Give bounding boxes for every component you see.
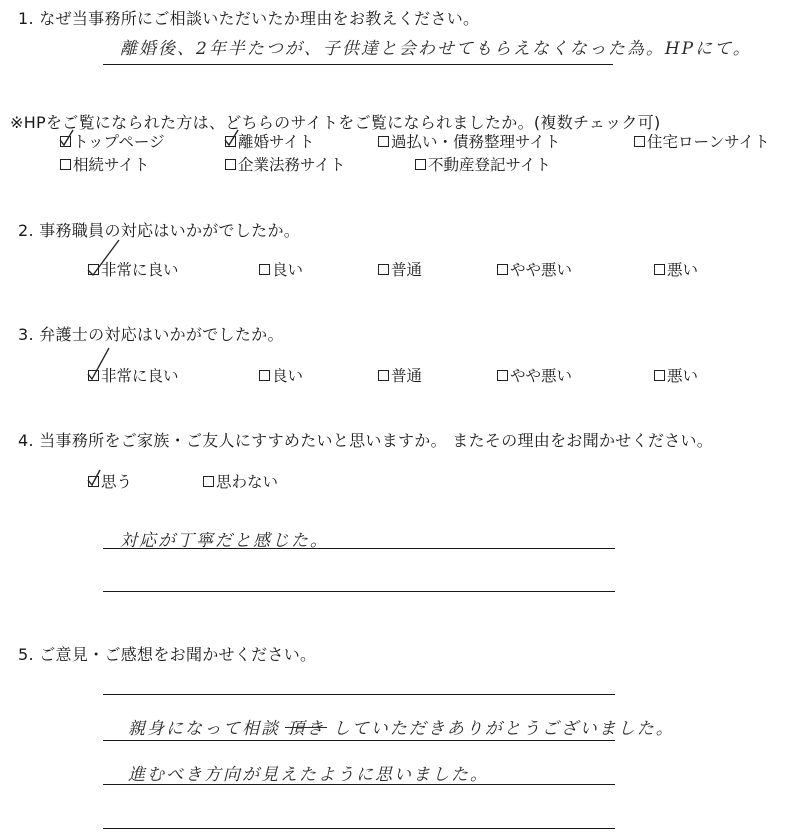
hp-option-label: 住宅ローンサイト <box>647 133 770 151</box>
q4-option-label: 思わない <box>216 473 279 491</box>
q2-option-good[interactable] <box>259 258 303 280</box>
q5-answer-line-1 <box>103 694 615 695</box>
q2-option-label: やや悪い <box>510 261 573 279</box>
q4-answer-line-2 <box>103 591 615 592</box>
hp-question: ※HPをご覧になられた方は、どちらのサイトをご覧になられましたか。(複数チェック可) <box>10 113 661 132</box>
checkbox-icon[interactable] <box>60 159 71 170</box>
q3-option-label: 非常に良い <box>101 367 179 385</box>
q3-option-average[interactable] <box>378 364 422 386</box>
q2-option-label: 良い <box>272 261 304 279</box>
hp-option-divorce-site[interactable] <box>225 130 314 152</box>
q2-option-label: 悪い <box>667 261 699 279</box>
hp-option-real-estate-site[interactable] <box>415 153 551 175</box>
checkbox-icon[interactable] <box>497 370 508 381</box>
checkbox-icon[interactable] <box>654 370 665 381</box>
hp-option-overpayment-site[interactable] <box>378 130 560 152</box>
q4-option-yes[interactable] <box>88 470 132 492</box>
q3-question: 3. 弁護士の対応はいかがでしたか。 <box>18 325 284 344</box>
checkbox-icon[interactable] <box>225 159 236 170</box>
checkbox-icon[interactable] <box>378 370 389 381</box>
q2-option-average[interactable] <box>378 258 422 280</box>
q4-answer: 対応が丁寧だと感じた。 <box>120 531 329 551</box>
q4-question: 4. 当事務所をご家族・ご友人にすすめたいと思いますか。 またその理由をお聞かせください。 <box>18 431 714 450</box>
hp-option-label: 不動産登記サイト <box>428 156 551 174</box>
q5-answer-line-3 <box>103 784 615 785</box>
q5-question: 5. ご意見・ご感想をお聞かせください。 <box>18 645 317 664</box>
q4-answer-line-1 <box>103 548 615 549</box>
q3-option-label: やや悪い <box>510 367 573 385</box>
checkbox-icon[interactable] <box>203 476 214 487</box>
checkbox-icon[interactable] <box>378 136 389 147</box>
checkbox-checked-icon[interactable] <box>88 476 99 487</box>
q5-answer-line-2 <box>103 740 615 741</box>
checkbox-checked-icon[interactable] <box>225 136 236 147</box>
checkbox-icon[interactable] <box>259 264 270 275</box>
q3-option-good[interactable] <box>259 364 303 386</box>
hp-option-inheritance-site[interactable] <box>60 153 149 175</box>
hp-option-housing-loan-site[interactable] <box>634 130 770 152</box>
q1-question: 1. なぜ当事務所にご相談いただいたか理由をお教えください。 <box>18 9 480 28</box>
q2-option-bad[interactable] <box>654 258 698 280</box>
checkbox-icon[interactable] <box>378 264 389 275</box>
hp-option-label: 離婚サイト <box>238 133 315 151</box>
q3-option-bad[interactable] <box>654 364 698 386</box>
q5-answer-part-b: していただきありがとうございました。 <box>332 719 675 739</box>
checkbox-checked-icon[interactable] <box>60 136 71 147</box>
q1-answer: 離婚後、2年半たつが、子供達と会わせてもらえなくなった為。HPにて。 <box>120 39 752 59</box>
q5-answer-row-1 <box>128 714 675 739</box>
q3-option-label: 良い <box>272 367 304 385</box>
q2-option-somewhat-bad[interactable] <box>497 258 572 280</box>
q2-option-very-good[interactable] <box>88 258 179 280</box>
checkbox-checked-icon[interactable] <box>88 370 99 381</box>
q3-option-very-good[interactable] <box>88 364 179 386</box>
checkbox-icon[interactable] <box>654 264 665 275</box>
q3-option-label: 普通 <box>391 367 423 385</box>
q5-answer-struck-text: 頂き <box>287 714 325 739</box>
q2-option-label: 非常に良い <box>101 261 179 279</box>
q5-answer-row-2: 進むべき方向が見えたように思いました。 <box>128 765 489 785</box>
q4-option-no[interactable] <box>203 470 278 492</box>
hp-option-label: トップページ <box>73 133 165 151</box>
q3-option-label: 悪い <box>667 367 699 385</box>
hp-option-label: 過払い・債務整理サイト <box>391 133 561 151</box>
q4-option-label: 思う <box>101 473 133 491</box>
q2-option-label: 普通 <box>391 261 423 279</box>
q1-answer-line <box>103 64 613 65</box>
q5-answer-part-a: 親身になって相談 <box>128 719 280 739</box>
q5-answer-line-4 <box>103 828 615 829</box>
checkbox-icon[interactable] <box>634 136 645 147</box>
checkbox-icon[interactable] <box>259 370 270 381</box>
checkbox-checked-icon[interactable] <box>88 264 99 275</box>
hp-option-top-page[interactable] <box>60 130 165 152</box>
q3-option-somewhat-bad[interactable] <box>497 364 572 386</box>
hp-option-corporate-law-site[interactable] <box>225 153 345 175</box>
checkbox-icon[interactable] <box>415 159 426 170</box>
checkbox-icon[interactable] <box>497 264 508 275</box>
q2-question: 2. 事務職員の対応はいかがでしたか。 <box>18 221 301 240</box>
hp-option-label: 企業法務サイト <box>238 156 346 174</box>
hp-option-label: 相続サイト <box>73 156 150 174</box>
